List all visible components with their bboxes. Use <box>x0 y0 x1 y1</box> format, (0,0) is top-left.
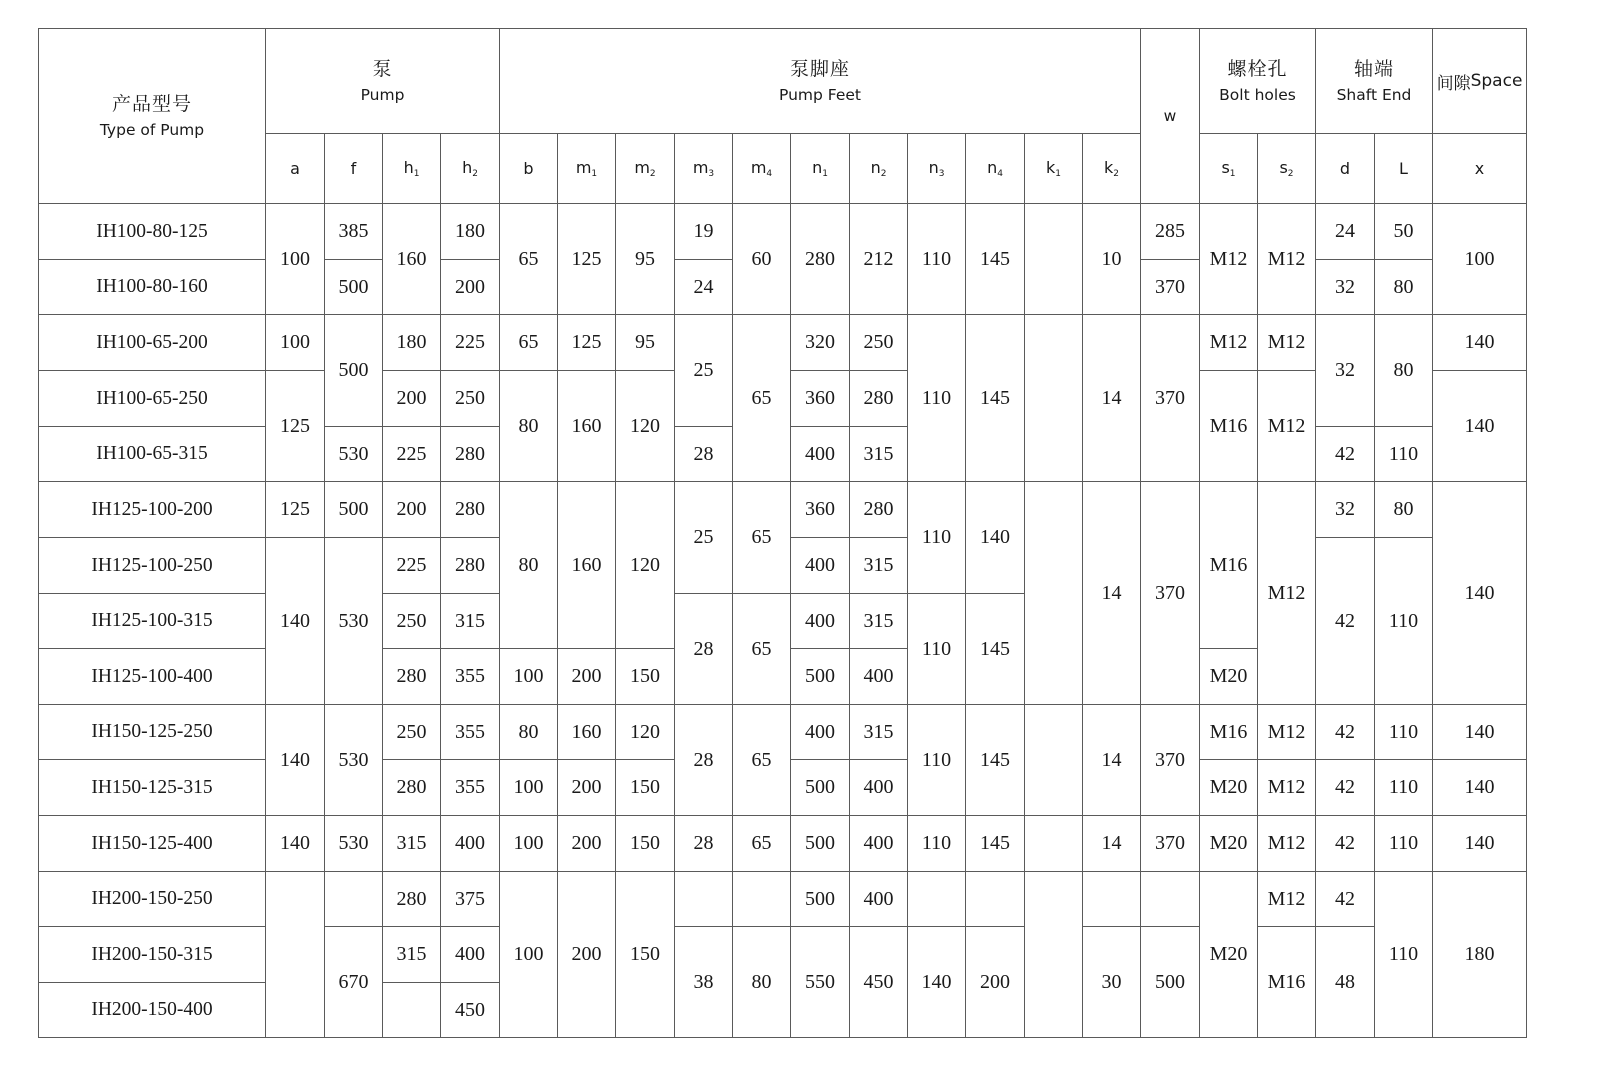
header-w-label: w <box>1163 106 1177 125</box>
subheader-label: $n_1$ <box>812 158 828 179</box>
data-cell: 50 <box>1374 203 1433 260</box>
data-cell: 200 <box>557 815 616 872</box>
subheader-label: $k_1$ <box>1046 158 1061 179</box>
data-cell: 280 <box>382 871 441 927</box>
data-cell: 65 <box>732 314 791 482</box>
data-cell: 110 <box>1374 537 1433 705</box>
subheader-label: $h_2$ <box>462 158 478 179</box>
data-cell: 42 <box>1315 704 1375 760</box>
subheader-11 <box>907 133 966 204</box>
data-cell: M12 <box>1257 704 1316 760</box>
data-cell: 280 <box>440 481 500 538</box>
data-cell: 200 <box>382 481 441 538</box>
data-cell: 150 <box>615 759 675 816</box>
header-type-cn: 产品型号 <box>111 92 192 115</box>
data-cell: 400 <box>440 815 500 872</box>
subheader-label: $n_2$ <box>870 158 887 179</box>
data-cell: 160 <box>382 203 441 315</box>
header-shaft-cn: 轴端 <box>1353 57 1394 80</box>
data-cell: M12 <box>1257 759 1316 816</box>
data-cell: 355 <box>440 648 500 705</box>
data-cell: 65 <box>732 704 791 816</box>
header-shaft-en: Shaft End <box>1336 85 1412 104</box>
data-cell: 180 <box>1432 871 1527 1038</box>
data-cell: 100 <box>265 314 325 371</box>
model-cell: IH125-100-315 <box>38 593 266 649</box>
data-cell: 110 <box>907 593 966 705</box>
data-cell <box>1024 481 1083 705</box>
data-cell <box>1024 203 1083 315</box>
data-cell: 200 <box>965 926 1025 1038</box>
data-cell: 140 <box>265 704 325 816</box>
data-cell: 38 <box>674 926 733 1038</box>
data-cell: 125 <box>265 481 325 538</box>
data-cell <box>1024 704 1083 816</box>
data-cell: 450 <box>440 982 500 1038</box>
subheader-label: $s_2$ <box>1279 158 1294 179</box>
data-cell: 145 <box>965 704 1025 816</box>
model-cell: IH125-100-400 <box>38 648 266 705</box>
data-cell: 19 <box>674 203 733 260</box>
subheader-1 <box>324 133 383 204</box>
data-cell: 95 <box>615 314 675 371</box>
data-cell: 28 <box>674 593 733 705</box>
data-cell: 65 <box>732 593 791 705</box>
subheader-label: $n_4$ <box>987 158 1003 179</box>
data-cell: 110 <box>1374 426 1433 482</box>
data-cell <box>382 982 441 1038</box>
data-cell: 530 <box>324 426 383 482</box>
header-feet-cn: 泵脚座 <box>789 57 850 80</box>
data-cell: 355 <box>440 759 500 816</box>
subheader-label: d <box>1339 159 1351 178</box>
subheader-subscript: 1 <box>1229 169 1236 179</box>
data-cell: 42 <box>1315 426 1375 482</box>
data-cell: 110 <box>907 314 966 482</box>
data-cell: 500 <box>790 871 850 927</box>
data-cell: 150 <box>615 871 675 1038</box>
data-cell: 140 <box>265 815 325 872</box>
data-cell: 315 <box>849 593 908 649</box>
data-cell: 65 <box>732 481 791 594</box>
subheader-13 <box>1024 133 1083 204</box>
data-cell: M20 <box>1199 871 1258 1038</box>
data-cell: 110 <box>1374 759 1433 816</box>
model-cell: IH200-150-315 <box>38 926 266 983</box>
data-cell: 48 <box>1315 926 1375 1038</box>
subheader-19 <box>1432 133 1527 204</box>
subheader-subscript: 2 <box>1287 169 1294 179</box>
data-cell: 200 <box>382 370 441 427</box>
data-cell: 250 <box>440 370 500 427</box>
data-cell: 280 <box>382 648 441 705</box>
data-cell: 30 <box>1082 926 1141 1038</box>
data-cell: 14 <box>1082 704 1141 816</box>
model-cell: IH150-125-315 <box>38 759 266 816</box>
subheader-subscript: 3 <box>938 169 945 179</box>
data-cell: 80 <box>1374 259 1433 315</box>
subheader-label: x <box>1474 159 1485 178</box>
data-cell: 125 <box>557 203 616 315</box>
data-cell: 530 <box>324 815 383 872</box>
subheader-subscript: 4 <box>997 169 1003 179</box>
data-cell: 32 <box>1315 481 1375 538</box>
subheader-subscript: 2 <box>1113 169 1119 179</box>
data-cell: 360 <box>790 481 850 538</box>
data-cell: 150 <box>615 815 675 872</box>
data-cell: 280 <box>849 370 908 427</box>
subheader-label: a <box>290 159 300 178</box>
data-cell: 25 <box>674 481 733 594</box>
data-cell: 28 <box>674 426 733 482</box>
subheader-label: $s_1$ <box>1221 158 1236 179</box>
data-cell: 24 <box>674 259 733 315</box>
data-cell: 125 <box>557 314 616 371</box>
data-cell: 500 <box>324 481 383 538</box>
model-cell: IH100-65-200 <box>38 314 266 371</box>
data-cell: 500 <box>790 759 850 816</box>
data-cell: 145 <box>965 203 1025 315</box>
data-cell: 42 <box>1315 537 1375 705</box>
header-feet-en: Pump Feet <box>779 85 861 104</box>
data-cell: 110 <box>1374 815 1433 872</box>
subheader-10 <box>849 133 908 204</box>
data-cell: M20 <box>1199 759 1258 816</box>
header-type-of-pump <box>38 28 266 204</box>
subheader-label: f <box>350 159 357 178</box>
data-cell: 42 <box>1315 815 1375 872</box>
data-cell: 200 <box>557 871 616 1038</box>
subheader-subscript: 2 <box>649 169 656 179</box>
data-cell: 120 <box>615 481 675 649</box>
data-cell <box>965 871 1025 927</box>
data-cell: 60 <box>732 203 791 315</box>
data-cell: 400 <box>849 759 908 816</box>
model-cell: IH125-100-200 <box>38 481 266 538</box>
data-cell <box>324 871 383 927</box>
data-cell: M12 <box>1257 815 1316 872</box>
data-cell: 400 <box>849 871 908 927</box>
data-cell: 140 <box>907 926 966 1038</box>
data-cell: 200 <box>440 259 500 315</box>
data-cell: 315 <box>849 426 908 482</box>
subheader-2 <box>382 133 441 204</box>
data-cell: 315 <box>382 926 441 983</box>
data-cell: 225 <box>440 314 500 371</box>
data-cell: 42 <box>1315 759 1375 816</box>
data-cell: 250 <box>382 593 441 649</box>
subheader-5 <box>557 133 616 204</box>
model-cell: IH100-80-160 <box>38 259 266 315</box>
data-cell: M12 <box>1199 314 1258 371</box>
subheader-subscript: 1 <box>413 169 420 179</box>
subheader-label: $m_2$ <box>634 158 656 179</box>
subheader-16 <box>1257 133 1316 204</box>
data-cell: 25 <box>674 314 733 427</box>
data-cell: M12 <box>1257 203 1316 315</box>
data-cell: 500 <box>790 815 850 872</box>
data-cell: 280 <box>440 537 500 594</box>
data-cell: 80 <box>499 370 558 482</box>
data-cell: 250 <box>849 314 908 371</box>
subheader-0 <box>265 133 325 204</box>
data-cell: 160 <box>557 481 616 649</box>
data-cell: 180 <box>440 203 500 260</box>
data-cell: 110 <box>907 203 966 315</box>
data-cell: 370 <box>1140 815 1200 872</box>
subheader-12 <box>965 133 1025 204</box>
data-cell: 320 <box>790 314 850 371</box>
data-cell: 110 <box>907 481 966 594</box>
data-cell: 14 <box>1082 314 1141 482</box>
data-cell: 14 <box>1082 815 1141 872</box>
data-cell: 370 <box>1140 481 1200 705</box>
data-cell: 160 <box>557 370 616 482</box>
data-cell <box>1140 871 1200 927</box>
data-cell: 140 <box>1432 815 1527 872</box>
data-cell: 140 <box>1432 314 1527 371</box>
data-cell <box>674 871 733 927</box>
data-cell: 315 <box>440 593 500 649</box>
header-bolt-holes-group <box>1199 28 1316 134</box>
subheader-label: $h_1$ <box>403 158 420 179</box>
subheader-6 <box>615 133 675 204</box>
data-cell: 550 <box>790 926 850 1038</box>
model-cell: IH100-80-125 <box>38 203 266 260</box>
data-cell: 400 <box>849 648 908 705</box>
subheader-label: $k_2$ <box>1104 158 1119 179</box>
data-cell: 28 <box>674 704 733 816</box>
header-space-en: Space <box>1470 71 1523 91</box>
data-cell: 400 <box>790 593 850 649</box>
data-cell: 65 <box>499 314 558 371</box>
data-cell: 370 <box>1140 704 1200 816</box>
data-cell: 355 <box>440 704 500 760</box>
data-cell: 370 <box>1140 314 1200 482</box>
header-shaft-end-group <box>1315 28 1433 134</box>
header-space-group <box>1432 28 1527 134</box>
model-cell: IH200-150-400 <box>38 982 266 1038</box>
data-cell: 140 <box>1432 481 1527 705</box>
data-cell: 285 <box>1140 203 1200 260</box>
data-cell: 360 <box>790 370 850 427</box>
header-type-en: Type of Pump <box>99 120 205 139</box>
data-cell: 315 <box>849 704 908 760</box>
data-cell <box>1082 871 1141 927</box>
data-cell: M12 <box>1199 203 1258 315</box>
data-cell <box>907 871 966 927</box>
data-cell: 100 <box>265 203 325 315</box>
data-cell: 125 <box>265 370 325 482</box>
data-cell: 250 <box>382 704 441 760</box>
subheader-label: $m_4$ <box>750 158 773 179</box>
model-cell: IH150-125-400 <box>38 815 266 872</box>
data-cell: 140 <box>265 537 325 705</box>
data-cell: 140 <box>1432 704 1527 760</box>
data-cell: 180 <box>382 314 441 371</box>
header-bolt-cn: 螺栓孔 <box>1227 57 1288 80</box>
data-cell: M16 <box>1199 704 1258 760</box>
data-cell <box>1024 314 1083 482</box>
data-cell: 200 <box>557 648 616 705</box>
data-cell: 80 <box>732 926 791 1038</box>
data-cell: 315 <box>382 815 441 872</box>
data-cell <box>1024 815 1083 872</box>
data-cell: M16 <box>1257 926 1316 1038</box>
subheader-subscript: 2 <box>472 169 478 179</box>
data-cell: M12 <box>1257 481 1316 705</box>
subheader-15 <box>1199 133 1258 204</box>
data-cell: 14 <box>1082 481 1141 705</box>
data-cell: 24 <box>1315 203 1375 260</box>
data-cell: 225 <box>382 537 441 594</box>
data-cell: 140 <box>965 481 1025 594</box>
data-cell: 120 <box>615 704 675 760</box>
data-cell: M16 <box>1199 481 1258 649</box>
header-w <box>1140 28 1200 204</box>
subheader-subscript: 3 <box>708 169 715 179</box>
data-cell: 28 <box>674 815 733 872</box>
data-cell: 80 <box>1374 314 1433 427</box>
data-cell: M12 <box>1257 370 1316 482</box>
data-cell: 400 <box>440 926 500 983</box>
data-cell: 100 <box>499 648 558 705</box>
data-cell: M20 <box>1199 815 1258 872</box>
data-cell: 42 <box>1315 871 1375 927</box>
data-cell: 100 <box>1432 203 1527 315</box>
subheader-subscript: 1 <box>591 169 598 179</box>
subheader-subscript: 4 <box>766 169 773 179</box>
model-cell: IH150-125-250 <box>38 704 266 760</box>
data-cell: 280 <box>440 426 500 482</box>
data-cell: 100 <box>499 871 558 1038</box>
data-cell: 280 <box>849 481 908 538</box>
data-cell: 32 <box>1315 259 1375 315</box>
data-cell: 375 <box>440 871 500 927</box>
data-cell: 110 <box>907 815 966 872</box>
data-cell: 150 <box>615 648 675 705</box>
data-cell: 450 <box>849 926 908 1038</box>
subheader-7 <box>674 133 733 204</box>
subheader-subscript: 2 <box>880 169 887 179</box>
subheader-label: $m_1$ <box>575 158 598 179</box>
model-cell: IH100-65-315 <box>38 426 266 482</box>
header-pump-cn: 泵 <box>372 57 393 80</box>
data-cell: 400 <box>790 426 850 482</box>
data-cell: 100 <box>499 815 558 872</box>
data-cell: M12 <box>1257 871 1316 927</box>
data-cell: 212 <box>849 203 908 315</box>
data-cell: 400 <box>849 815 908 872</box>
data-cell: 385 <box>324 203 383 260</box>
data-cell: 400 <box>790 537 850 594</box>
data-cell: 670 <box>324 926 383 1038</box>
data-cell: 280 <box>790 203 850 315</box>
subheader-14 <box>1082 133 1141 204</box>
data-cell <box>265 871 325 1038</box>
subheader-subscript: 1 <box>1055 169 1061 179</box>
data-cell: 500 <box>324 259 383 315</box>
data-cell: 140 <box>1432 370 1527 482</box>
data-cell: 80 <box>499 704 558 760</box>
data-cell: 110 <box>1374 871 1433 1038</box>
data-cell: 65 <box>732 815 791 872</box>
data-cell: 32 <box>1315 314 1375 427</box>
data-cell <box>732 871 791 927</box>
data-cell: 160 <box>557 704 616 760</box>
data-cell: 530 <box>324 704 383 816</box>
header-bolt-en: Bolt holes <box>1219 85 1296 104</box>
subheader-label: L <box>1399 159 1408 178</box>
header-pump-en: Pump <box>360 85 405 104</box>
data-cell: 145 <box>965 593 1025 705</box>
data-cell: 110 <box>1374 704 1433 760</box>
subheader-label: b <box>523 159 534 178</box>
data-cell: 80 <box>1374 481 1433 538</box>
data-cell: 65 <box>499 203 558 315</box>
header-pump-feet-group <box>499 28 1141 134</box>
data-cell: 225 <box>382 426 441 482</box>
subheader-subscript: 1 <box>822 169 828 179</box>
data-cell: 500 <box>1140 926 1200 1038</box>
data-cell: M16 <box>1199 370 1258 482</box>
subheader-label: $n_3$ <box>928 158 945 179</box>
data-cell: 100 <box>499 759 558 816</box>
subheader-3 <box>440 133 500 204</box>
data-cell: M20 <box>1199 648 1258 705</box>
subheader-8 <box>732 133 791 204</box>
data-cell: 120 <box>615 370 675 482</box>
data-cell: 110 <box>907 704 966 816</box>
data-cell: 200 <box>557 759 616 816</box>
model-cell: IH125-100-250 <box>38 537 266 594</box>
header-pump-group <box>265 28 500 134</box>
data-cell: M12 <box>1257 314 1316 371</box>
subheader-9 <box>790 133 850 204</box>
subheader-18 <box>1374 133 1433 204</box>
model-cell: IH200-150-250 <box>38 871 266 927</box>
data-cell: 145 <box>965 314 1025 482</box>
data-cell: 315 <box>849 537 908 594</box>
model-cell: IH100-65-250 <box>38 370 266 427</box>
subheader-17 <box>1315 133 1375 204</box>
data-cell: 80 <box>499 481 558 649</box>
data-cell: 500 <box>324 314 383 427</box>
header-space-cn: 间隙 <box>1436 73 1471 94</box>
data-cell <box>1024 871 1083 1038</box>
data-cell: 530 <box>324 537 383 705</box>
subheader-label: $m_3$ <box>692 158 715 179</box>
data-cell: 280 <box>382 759 441 816</box>
data-cell: 95 <box>615 203 675 315</box>
data-cell: 500 <box>790 648 850 705</box>
data-cell: 400 <box>790 704 850 760</box>
data-cell: 140 <box>1432 759 1527 816</box>
data-cell: 10 <box>1082 203 1141 315</box>
data-cell: 370 <box>1140 259 1200 315</box>
subheader-4 <box>499 133 558 204</box>
data-cell: 145 <box>965 815 1025 872</box>
